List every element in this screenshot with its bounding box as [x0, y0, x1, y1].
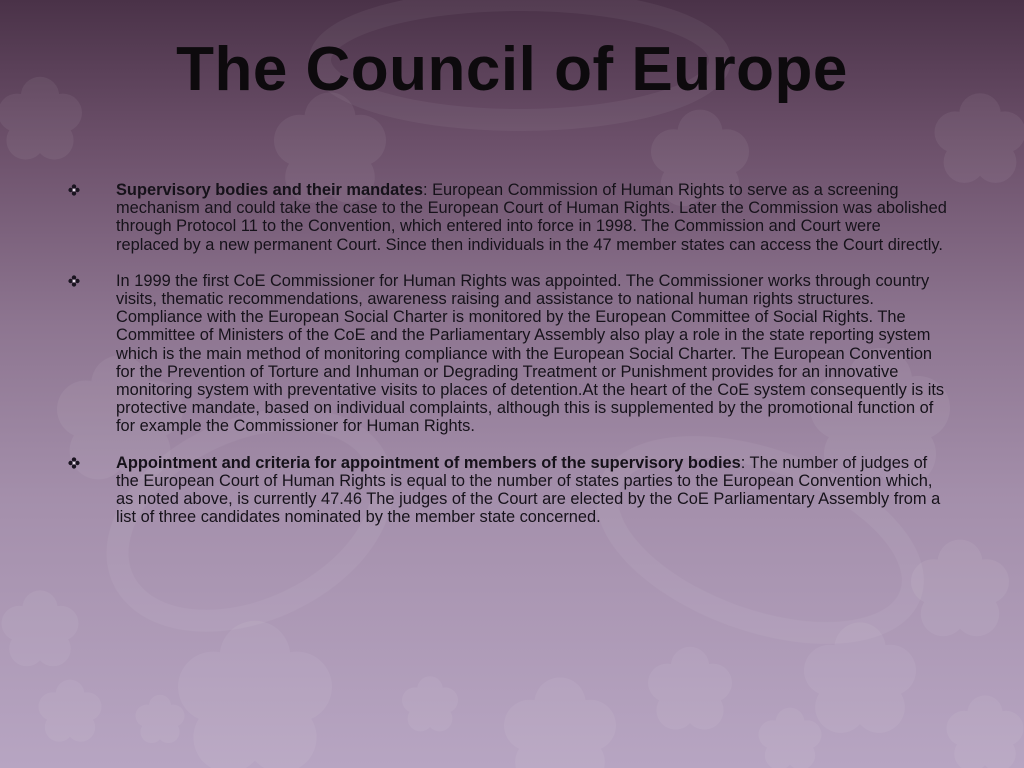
flower-bullet-icon	[68, 457, 80, 469]
bullet-text: : European Commission of Human Rights to serve as a screening mechanism and could take the case to the European Court of Human Rights. Later the Commission was abolished through Protocol 11 to the Convention, which entered into force in 1998. The Commission and Court were replaced by a new permanent Court. Since then individuals in the 47 member states can access the Court directly.	[116, 181, 947, 254]
bullet-list	[68, 181, 948, 544]
bullet-lead: Appointment and criteria for appointment of members of the supervisory bodies	[116, 453, 741, 472]
bullet-text: : The number of judges of the European Court of Human Rights is equal to the number of states parties to the European Convention which, as noted above, is currently 47.46 The judges of the Court are elected by the CoE Parliamentary Assembly from a list of three candidates nominated by the member state concerned.	[116, 453, 941, 527]
flower-bullet-icon	[68, 184, 80, 196]
flower-bullet-icon	[68, 275, 80, 287]
bullet-lead: Supervisory bodies and their mandates	[116, 181, 423, 199]
bullet-item-appointment-criteria	[68, 454, 948, 527]
bullet-text: In 1999 the first CoE Commissioner for Human Rights was appointed. The Commissioner works through country visits, thematic recommendations, awareness raising and assistance to national human rights structures. Compliance with the European Social Charter is monitored by the European Committee of Social Rights. The Committee of Ministers of the CoE and the Parliamentary Assembly also play a role in the state reporting system which is the main method of monitoring compliance with the European Social Charter. The European Convention for the Prevention of Torture and Inhuman or Degrading Treatment or Punishment provides for an innovative monitoring system with preventative visits to places of detention.At the heart of the CoE system consequently is its protective mandate, based on individual complaints, although this is supplemented by the promotional function of for example the Commissioner for Human Rights.	[116, 271, 945, 436]
bullet-item-supervisory-bodies	[68, 181, 948, 254]
bullet-item-commissioner	[68, 272, 948, 436]
slide-title: The Council of Europe	[176, 35, 848, 104]
